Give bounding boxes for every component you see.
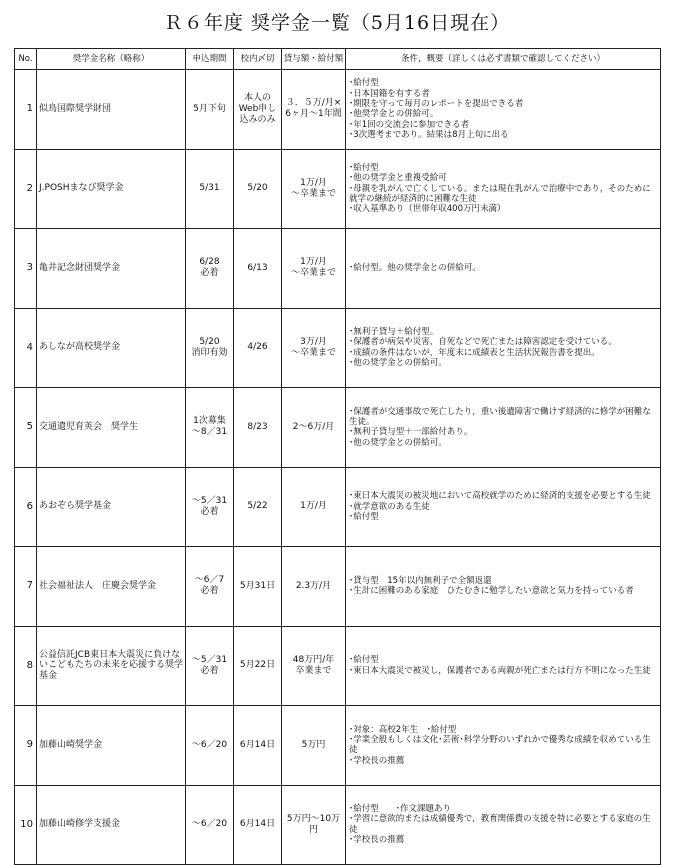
header-no: No. [15,49,37,70]
application-period-line: 必着 [200,506,219,517]
school-deadline-cell [234,467,282,547]
amount-line: 卒業まで [295,665,332,676]
application-period-cell [186,785,234,865]
scholarship-name-cell: J.POSHまなび奨学金 [37,149,186,229]
row-number-cell: 10 [15,785,37,865]
conditions-line: ･他の奨学金と重複受給可 [349,173,447,184]
conditions-line: ･収入基準あり（世帯年収400万円未満） [349,204,506,215]
table-header-row [15,49,661,70]
school-deadline-cell [234,706,282,786]
application-period-cell [186,467,234,547]
school-deadline-cell [234,308,282,388]
amount-cell [282,547,346,627]
table-row [15,547,661,627]
application-period-line: ～5／31 [191,495,228,506]
school-deadline-cell [234,70,282,150]
header-period: 申込期間 [186,49,234,70]
conditions-cell [346,149,661,229]
conditions-line: ･給付型 [349,655,379,666]
scholarship-name-cell: あおぞら奨学基金 [37,467,186,547]
amount-line: 6ヶ月～1年間 [285,109,342,120]
amount-line: 2～6万/月 [292,421,335,432]
row-number-cell: 8 [15,626,37,706]
conditions-line: ･年1回の交流会に参加できる者 [349,119,470,130]
conditions-cell [346,467,661,547]
conditions-line: ･給付型 ･作文課題あり [349,804,452,815]
application-period-line: ～6／20 [191,819,228,830]
application-period-cell [186,388,234,468]
school-deadline-line: 8/23 [247,421,268,432]
conditions-line: ･学業全般もしくは文化･芸術･科学分野のいずれかで優秀な成績を収めている生徒 [349,734,651,756]
amount-line: 48万円/年 [292,654,335,665]
application-period-cell [186,229,234,309]
conditions-line: ･就学意欲のある生徒 [349,501,430,512]
conditions-line: ･給付型 [349,511,379,522]
conditions-cell [346,308,661,388]
conditions-line: ･他の奨学金との併給可。 [349,358,447,369]
scholarship-name-cell: 亀井記念財団奨学金 [37,229,186,309]
row-number-cell: 7 [15,547,37,627]
amount-cell [282,70,346,150]
amount-line: 5万円 [301,739,326,750]
application-period-line: 6/28 [199,257,220,268]
school-deadline-line: 5/22 [247,501,268,512]
conditions-line: ･学校長の推薦 [349,835,405,846]
application-period-line: 1次募集 [193,416,226,427]
school-deadline-line: 5/20 [247,183,268,194]
school-deadline-cell [234,785,282,865]
amount-cell [282,467,346,547]
conditions-cell [346,706,661,786]
conditions-cell [346,388,661,468]
application-period-line: 5/31 [199,183,220,194]
table-row [15,388,661,468]
amount-line: 2.3万/月 [295,580,332,591]
scholarship-name-cell: あしなが高校奨学金 [37,308,186,388]
school-deadline-cell [234,229,282,309]
conditions-cell [346,547,661,627]
table-row [15,149,661,229]
row-number-cell: 2 [15,149,37,229]
conditions-cell [346,626,661,706]
amount-cell [282,229,346,309]
conditions-line: ･東日本大震災の被災地において高校就学のために経済的支援を必要とする生徒 [349,491,651,502]
scholarship-name-cell: 似鳥国際奨学財団 [37,70,186,150]
school-deadline-line: 込みのみ [239,114,276,125]
amount-line: 3万/月 [300,336,327,347]
amount-cell [282,308,346,388]
conditions-line: ･学校長の推薦 [349,755,405,766]
row-number-cell: 6 [15,467,37,547]
table-row [15,785,661,865]
school-deadline-line: 4/26 [247,342,268,353]
conditions-line: ･無利子貸与＋給付型。 [349,327,439,338]
row-number-cell: 5 [15,388,37,468]
application-period-cell [186,547,234,627]
school-deadline-line: Web申し [238,103,277,114]
page-title: Ｒ６年度 奨学金一覧（5月16日現在） [163,12,511,34]
row-number-cell: 1 [15,70,37,150]
amount-line: ～卒業まで [290,268,336,279]
school-deadline-line: 5月31日 [239,580,276,591]
conditions-line: ･母親を乳がんで亡くしている。または現在乳がんで治療中であり，そのために就学の継続が経済的に困難な生徒 [349,183,651,204]
scholarship-name-cell: 公益信託JCB東日本大震災に負けないこどもたちの未来を応援する奨学基金 [37,626,186,706]
school-deadline-cell [234,149,282,229]
header-conditions: 条件，概要（詳しくは必ず書類で確認してください） [346,49,661,70]
conditions-line: ･生計に困難のある家庭 ひたむきに勉学したい意欲と気力を持っている者 [349,586,634,597]
conditions-line: ･3次選考まであり。結果は8月上旬に出る [349,129,509,140]
amount-line: 1万/月 [300,257,327,268]
amount-line: 5万円～10万円 [286,813,341,835]
school-deadline-cell [234,547,282,627]
amount-line: ～卒業まで [290,188,336,199]
row-number-cell: 3 [15,229,37,309]
school-deadline-line: 5月22日 [239,660,276,671]
conditions-line: ･東日本大震災で被災し，保護者である両親が死亡または行方不明になった生徒 [349,665,651,676]
header-amount: 貸与額・給付額 [282,49,346,70]
amount-cell [282,785,346,865]
application-period-line: 必着 [200,268,219,279]
conditions-line: ･日本国籍を有する者 [349,88,430,99]
scholarship-name-cell: 加藤山崎奨学金 [37,706,186,786]
amount-cell [282,626,346,706]
amount-cell [282,706,346,786]
conditions-line: ･給付型 [349,78,379,89]
amount-line: 1万/月 [300,177,327,188]
row-number-cell: 9 [15,706,37,786]
application-period-cell [186,308,234,388]
school-deadline-line: 6月14日 [239,739,276,750]
conditions-line: ･給付型 [349,162,379,173]
application-period-cell [186,149,234,229]
table-row [15,467,661,547]
table-row [15,626,661,706]
application-period-line: 必着 [200,665,219,676]
scholarship-name-cell: 交通遺児育英会 奨学生 [37,388,186,468]
amount-line: 1万/月 [300,501,327,512]
table-body [15,70,661,865]
amount-cell [282,388,346,468]
conditions-line: ･給付型。他の奨学金との併給可。 [349,263,481,274]
conditions-line: ･無利子貸与型＋一部給付あり。 [349,427,473,438]
amount-line: ～卒業まで [290,347,336,358]
school-deadline-cell [234,626,282,706]
conditions-line: ･保護者が病気や災害，自死などで死亡または障害認定を受けている。 [349,337,617,348]
conditions-cell [346,785,661,865]
application-period-line: ～5／31 [191,654,228,665]
application-period-line: 消印有効 [191,347,228,358]
conditions-line: ･対象：高校2年生 ･給付型 [349,724,457,735]
conditions-line: ･期限を守って毎月のレポートを提出できる者 [349,98,524,109]
table-row [15,70,661,150]
conditions-line: ･保護者が交通事故で死亡したり，重い後遺障害で働けず経済的に修学が困難な生徒。 [349,406,651,427]
application-period-line: 5/20 [199,336,220,347]
conditions-cell [346,229,661,309]
application-period-cell [186,626,234,706]
conditions-line: ･他の奨学金との併給可。 [349,437,447,448]
application-period-cell: 5月下旬 [186,70,234,150]
conditions-line: ･学習に意欲的または成績優秀で，教育関係費の支援を特に必要とする家庭の生徒 [349,814,651,835]
amount-line: ３．５万/月× [285,98,342,109]
scholarship-name-cell: 加藤山崎修学支援金 [37,785,186,865]
table-row [15,706,661,786]
application-period-line: ～6／7 [194,575,225,586]
application-period-line: 必着 [200,586,219,597]
application-period-cell [186,706,234,786]
application-period-line: ～8／31 [191,427,228,438]
school-deadline-cell [234,388,282,468]
school-deadline-line: 6/13 [247,262,268,273]
conditions-line: ･成績の条件はないが，年度末に成績表と生活状況報告書を提出。 [349,347,600,358]
row-number-cell: 4 [15,308,37,388]
header-deadline: 校内〆切 [234,49,282,70]
scholarship-table [14,48,661,865]
application-period-line: ～6／20 [191,739,228,750]
school-deadline-line: 6月14日 [239,819,276,830]
school-deadline-line: 本人の [243,93,271,104]
conditions-cell [346,70,661,150]
amount-cell [282,149,346,229]
table-row [15,229,661,309]
conditions-line: ･貸与型 15年以内無利子で全額返還 [349,575,492,586]
table-row [15,308,661,388]
conditions-line: ･他奨学金との併給可。 [349,109,439,120]
scholarship-name-cell: 社会福祉法人 庄慶会奨学金 [37,547,186,627]
header-name: 奨学金名称（略称） [37,49,186,70]
